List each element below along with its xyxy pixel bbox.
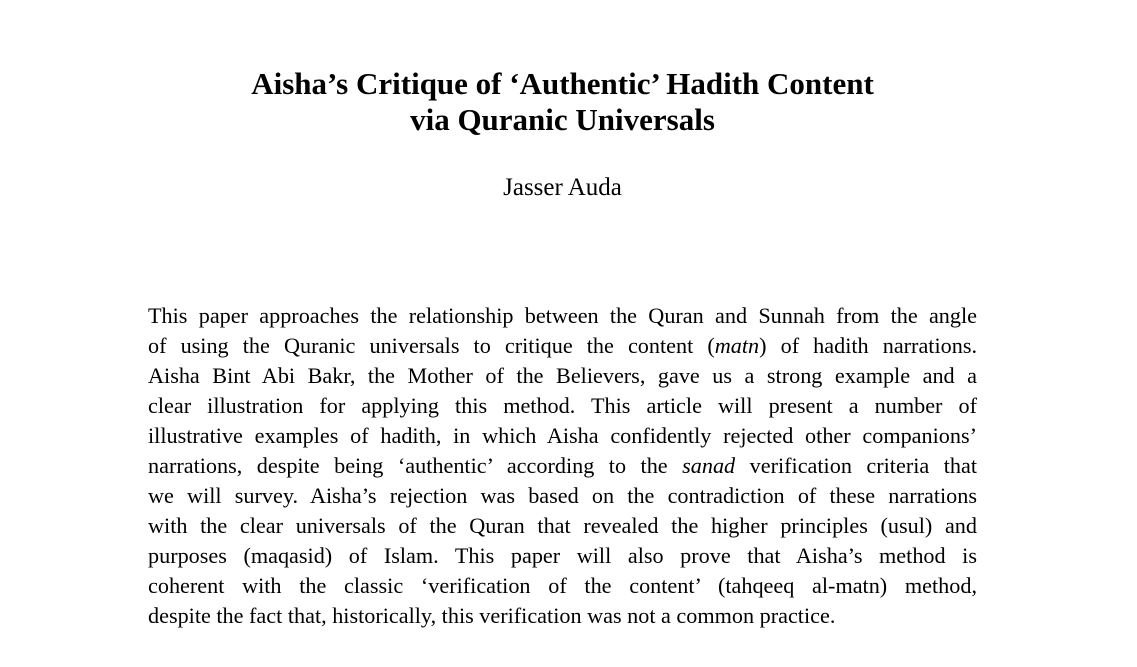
abstract-emphasis-sanad: sanad — [682, 453, 736, 478]
title-line-1: Aisha’s Critique of ‘Authentic’ Hadith Content — [251, 66, 874, 101]
abstract-emphasis-matn: matn — [714, 333, 760, 358]
abstract-line: This paper approaches the relationship between the Quran and Sunnah from the angle — [148, 303, 977, 328]
abstract-text: of using the Quranic universals to critique the content ( — [148, 333, 715, 358]
abstract-line: clear illustration for applying this method. This article will present a number of — [148, 393, 977, 418]
abstract-line: Aisha Bint Abi Bakr, the Mother of the Believers, gave us a strong example and a — [148, 363, 977, 388]
paper-title — [0, 66, 1125, 138]
abstract-line — [148, 451, 977, 481]
abstract-line — [148, 331, 977, 361]
abstract-text: narrations, despite being ‘authentic’ according to the — [148, 453, 683, 478]
title-line-2: via Quranic Universals — [410, 102, 715, 137]
abstract-line: illustrative examples of hadith, in which Aisha confidently rejected other companions’ — [148, 423, 977, 448]
abstract-line: despite the fact that, historically, this verification was not a common practice. — [148, 603, 836, 628]
abstract-text: verification criteria that — [735, 453, 977, 478]
abstract-line: we will survey. Aisha’s rejection was based on the contradiction of these narrations — [148, 483, 977, 508]
abstract-text: ) of hadith narrations. — [759, 333, 977, 358]
abstract-line: coherent with the classic ‘verification of the content’ (tahqeeq al-matn) method, — [148, 573, 977, 598]
abstract — [148, 301, 977, 631]
abstract-line: with the clear universals of the Quran that revealed the higher principles (usul) and — [148, 513, 977, 538]
abstract-line: purposes (maqasid) of Islam. This paper will also prove that Aisha’s method is — [148, 543, 977, 568]
author-name: Jasser Auda — [503, 174, 622, 201]
